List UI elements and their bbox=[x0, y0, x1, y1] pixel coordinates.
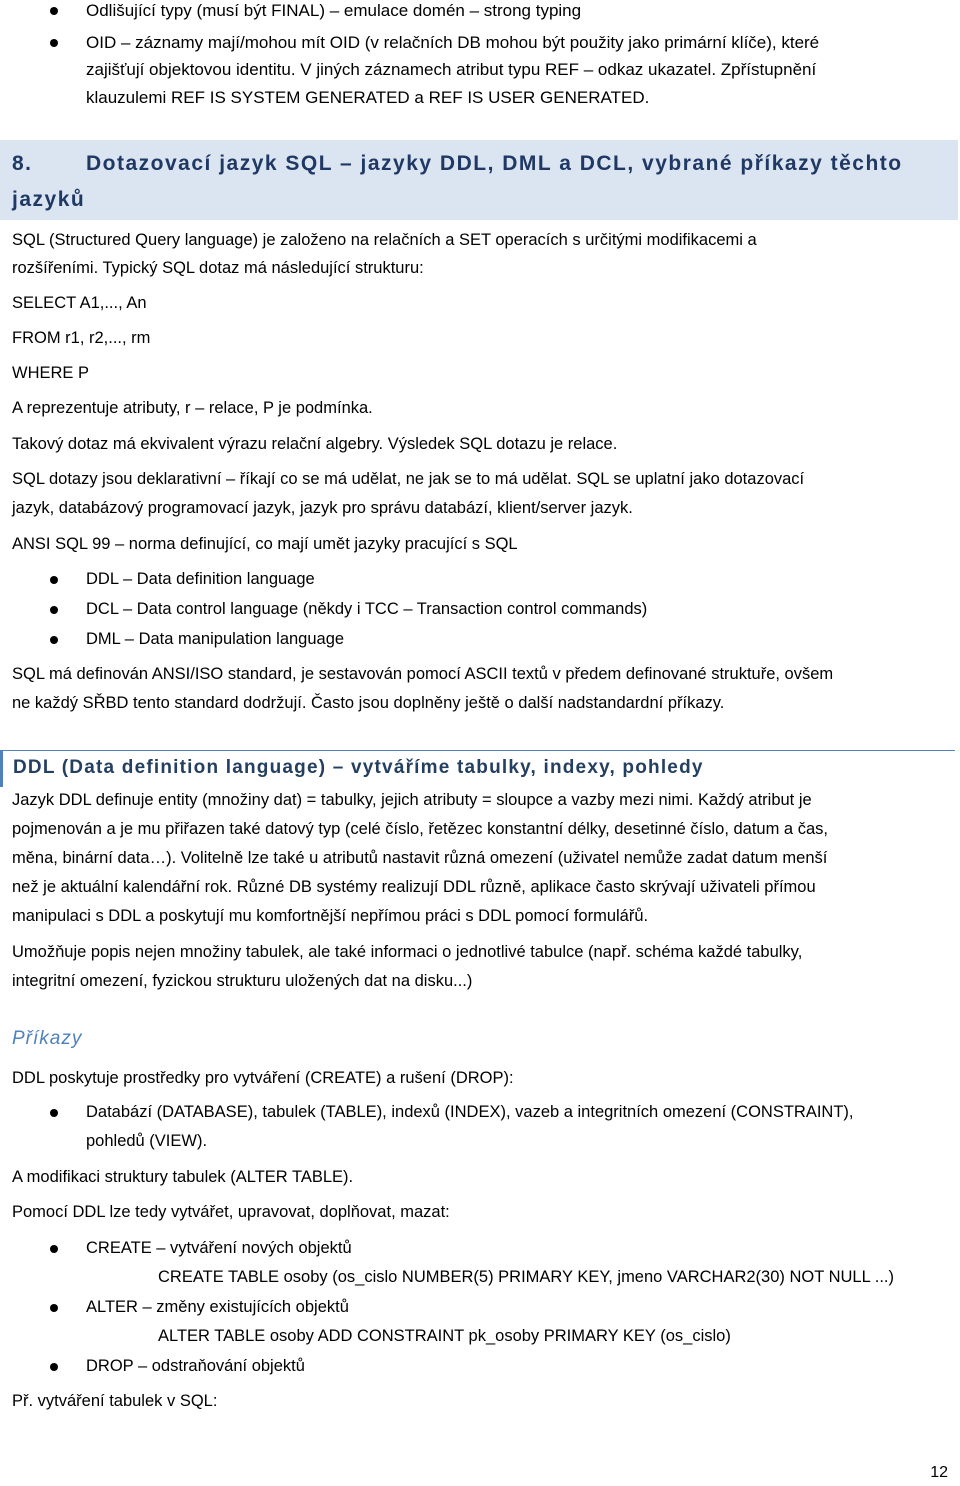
section-title-line1: Dotazovací jazyk SQL – jazyky DDL, DML a DCL, vybrané příkazy těchto bbox=[86, 152, 903, 175]
paragraph-line: integritní omezení, fyzickou strukturu uložených dat na disku...) bbox=[12, 972, 473, 990]
paragraph-line: Jazyk DDL definuje entity (množiny dat) = tabulky, jejich atributy = sloupce a vazby mezi nimi. Každý atribut je bbox=[12, 791, 812, 809]
bullet-icon bbox=[50, 1109, 58, 1117]
section-title-line2: jazyků bbox=[12, 188, 86, 211]
paragraph-line: pojmenován a je mu přiřazen také datový typ (celé číslo, řetězec konstantní délky, desetinné číslo, datum a čas, bbox=[12, 820, 828, 838]
bullet-icon bbox=[50, 606, 58, 614]
paragraph-line: SQL má definován ANSI/ISO standard, je sestavován pomocí ASCII textů v předem definované struktuře, ovšem bbox=[12, 665, 834, 683]
code-line-select: SELECT A1,..., An bbox=[12, 294, 147, 312]
prikazy-heading: Příkazy bbox=[12, 1028, 83, 1049]
bullet-icon bbox=[50, 1304, 58, 1312]
paragraph-line: manipulaci s DDL a poskytují mu komfortnější nepřímou práci s DDL pomocí formulářů. bbox=[12, 907, 649, 925]
document-page: Odlišující typy (musí být FINAL) – emulace domén – strong typing OID – záznamy mají/mohou mít OID (v relačních DB mohou být použity jako primární klíče), které zajišťují objektovou identitu. V jiných záznamech atribut typu REF – odkaz ukazatel. Zpřístupnění klauzulemi REF IS SYSTEM GENERATED a REF IS USER GENERATED. 8. Dotazovací jazyk SQL – jazyky DDL, DML a DCL, vybrané příkazy těchto jazyků SQL (Structured Query language) je založeno na relačních a SET operacích s určitými modifikacemi a rozšířeními. Typický SQL dotaz má následující strukturu: SELECT A1,..., An FROM r1, r2,..., rm WHERE P A reprezentuje atributy, r – relace, P je podmínka. Takový dotaz má ekvivalent výrazu relační algebry. Výsledek SQL dotazu je relace. SQL dotazy jsou deklarativní – říkají co se má udělat, ne jak se to má udělat. SQL se uplatní jako dotazovací jazyk, databázový programovací jazyk, jazyk pro správu databází, klient/server jazyk. ANSI SQL 99 – norma definující, co mají umět jazyky pracující s SQL DDL – Data definition language DCL – Data control language (někdy i TCC – Transaction control commands) DML – Data manipulation language SQL má definován ANSI/ISO standard, je sestavován pomocí ASCII textů v předem definované struktuře, ovšem ne každý SŘBD tento standard dodržují. Často jsou doplněny ještě o další nadstandardní příkazy. DDL (Data definition language) – vytváříme tabulky, indexy, pohledy Jazyk DDL definuje entity (množiny dat) = tabulky, jejich atributy = sloupce a vazby mezi nimi. Každý atribut je pojmenován a je mu přiřazen také datový typ (celé číslo, řetězec konstantní délky, desetinné číslo, datum a čas, měna, binární data…). Volitelně lze také u atributů nastavit různá omezení (uživatel nemůže zadat datum menší než je aktuální kalendářní rok. Různé DB systémy realizují DDL různě, aplikace často skrývají uživateli přímou manipulaci s DDL a poskytují mu komfortnější nepřímou práci s DDL pomocí formulářů. Umožňuje popis nejen množiny tabulek, ale také informaci o jednotlivé tabulce (např. schéma každé tabulky, integritní omezení, fyzickou strukturu uložených dat na disku...) Příkazy DDL poskytuje prostředky pro vytváření (CREATE) a rušení (DROP): Databází (DATABASE), tabulek (TABLE), indexů (INDEX), vazeb a integritních omezení (CONSTRAINT), pohledů (VIEW). A modifikaci struktury tabulek (ALTER TABLE). Pomocí DDL lze tedy vytvářet, upravovat, doplňovat, mazat: CREATE – vytváření nových objektů CREATE TABLE osoby (os_cislo NUMBER(5) PRIMARY KEY, jmeno VARCHAR2(30) NOT NULL ...) ALTER – změny existujících objektů ALTER TABLE osoby ADD CONSTRAINT pk_osoby PRIMARY KEY (os_cislo) DROP – odstraňování objektů Př. vytváření tabulek v SQL: 12 bbox=[0, 0, 960, 1486]
paragraph-line: Takový dotaz má ekvivalent výrazu relační algebry. Výsledek SQL dotazu je relace. bbox=[12, 435, 618, 453]
code-example-alter: ALTER TABLE osoby ADD CONSTRAINT pk_osoby PRIMARY KEY (os_cislo) bbox=[158, 1327, 731, 1345]
bullet-icon bbox=[50, 39, 58, 47]
paragraph-line: ANSI SQL 99 – norma definující, co mají umět jazyky pracující s SQL bbox=[12, 535, 518, 553]
paragraph-line: Umožňuje popis nejen množiny tabulek, ale také informaci o jednotlivé tabulce (např. schéma každé tabulky, bbox=[12, 943, 803, 961]
paragraph-line: DDL poskytuje prostředky pro vytváření (CREATE) a rušení (DROP): bbox=[12, 1069, 514, 1087]
bullet-icon bbox=[50, 1245, 58, 1253]
paragraph-line: A reprezentuje atributy, r – relace, P je podmínka. bbox=[12, 399, 373, 417]
section-heading-8 bbox=[0, 140, 958, 220]
bullet-icon bbox=[50, 576, 58, 584]
paragraph-line: Pomocí DDL lze tedy vytvářet, upravovat, doplňovat, mazat: bbox=[12, 1203, 450, 1221]
bullet-icon bbox=[50, 1363, 58, 1371]
ddl-heading-text: DDL (Data definition language) – vytváříme tabulky, indexy, pohledy bbox=[13, 757, 704, 778]
code-line-from: FROM r1, r2,..., rm bbox=[12, 329, 151, 347]
paragraph-line: než je aktuální kalendářní rok. Různé DB systémy realizují DDL různě, aplikace často skrývají uživateli přímou bbox=[12, 878, 816, 896]
ddl-heading bbox=[0, 750, 955, 787]
paragraph-line: Př. vytváření tabulek v SQL: bbox=[12, 1392, 218, 1410]
section-number: 8. bbox=[12, 152, 33, 175]
paragraph-line: rozšířeními. Typický SQL dotaz má následující strukturu: bbox=[12, 259, 424, 277]
code-line-where: WHERE P bbox=[12, 364, 90, 382]
paragraph-line: SQL dotazy jsou deklarativní – říkají co se má udělat, ne jak se to má udělat. SQL se uplatní jako dotazovací bbox=[12, 470, 805, 488]
page-number: 12 bbox=[930, 1464, 948, 1481]
bullet-icon bbox=[50, 7, 58, 15]
bullet-icon bbox=[50, 636, 58, 644]
paragraph-line: ne každý SŘBD tento standard dodržují. Často jsou doplněny ještě o další nadstandardní příkazy. bbox=[12, 694, 725, 712]
paragraph-line: SQL (Structured Query language) je založeno na relačních a SET operacích s určitými modifikacemi a bbox=[12, 231, 757, 249]
paragraph-line: A modifikaci struktury tabulek (ALTER TABLE). bbox=[12, 1168, 354, 1186]
code-example-create: CREATE TABLE osoby (os_cislo NUMBER(5) PRIMARY KEY, jmeno VARCHAR2(30) NOT NULL ...) bbox=[158, 1268, 894, 1286]
paragraph-line: jazyk, databázový programovací jazyk, jazyk pro správu databází, klient/server jazyk. bbox=[12, 499, 633, 517]
paragraph-line: měna, binární data…). Volitelně lze také u atributů nastavit různá omezení (uživatel nemůže zadat datum menší bbox=[12, 849, 828, 867]
